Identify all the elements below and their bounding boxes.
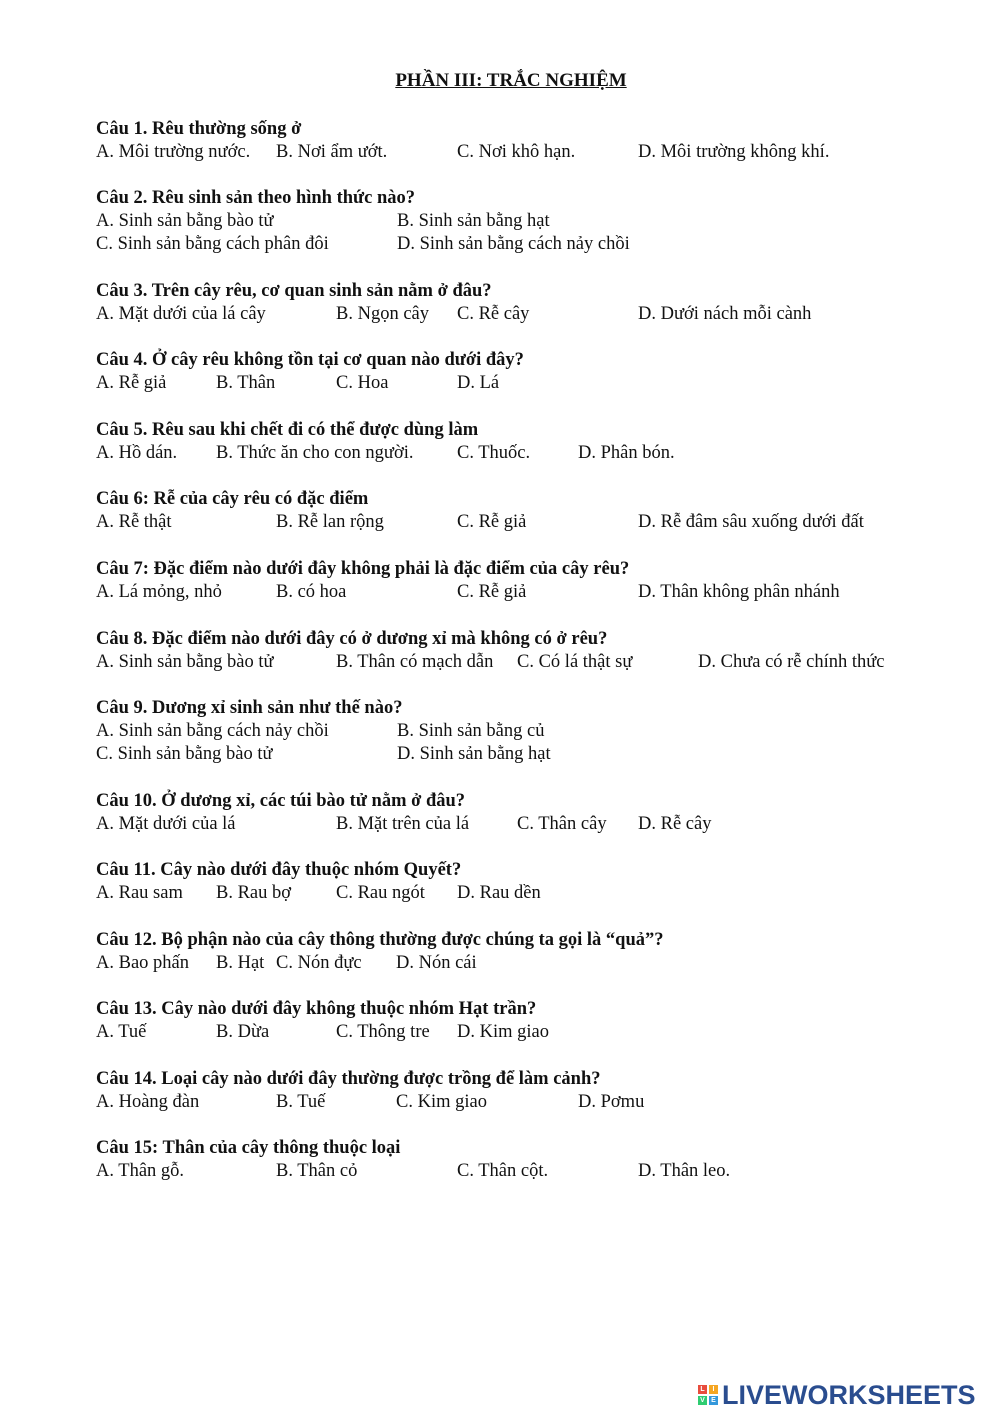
answer-option[interactable]: C. Có lá thật sự [517, 652, 633, 672]
answer-option[interactable]: A. Môi trường nước. [96, 142, 251, 162]
answer-option[interactable]: A. Sinh sản bằng bào tử [96, 211, 274, 231]
answer-option[interactable]: C. Hoa [336, 373, 389, 393]
answer-row [96, 1160, 976, 1183]
answer-option[interactable]: C. Rễ cây [457, 304, 530, 324]
answer-option[interactable]: B. Sinh sản bằng hạt [397, 211, 550, 231]
answer-option[interactable]: A. Rau sam [96, 883, 183, 903]
answer-option[interactable]: C. Nón đực [276, 953, 362, 973]
answer-option[interactable]: C. Thân cột. [457, 1161, 549, 1181]
question-13 [96, 998, 976, 1044]
question-8 [96, 628, 976, 674]
answer-option[interactable]: A. Lá mỏng, nhỏ [96, 582, 222, 602]
answer-option[interactable]: D. Dưới nách mỗi cành [638, 304, 812, 324]
question-text: Câu 13. Cây nào dưới đây không thuộc nhóm Hạt trần? [96, 999, 537, 1019]
question-10 [96, 790, 976, 836]
logo-cube: E [709, 1396, 718, 1405]
answer-row [96, 141, 976, 164]
answer-option[interactable]: B. Thân có mạch dẫn [336, 652, 494, 672]
answer-option[interactable]: D. Sinh sản bằng cách nảy chồi [397, 234, 630, 254]
logo-cubes-icon [698, 1385, 718, 1405]
answer-option[interactable]: A. Hoàng đàn [96, 1092, 200, 1112]
answer-row [96, 651, 976, 674]
answer-option[interactable]: B. Sinh sản bằng củ [397, 721, 545, 741]
question-2 [96, 187, 976, 256]
answer-option[interactable]: D. Thân không phân nhánh [638, 582, 840, 602]
answer-option[interactable]: C. Sinh sản bằng cách phân đôi [96, 234, 329, 254]
question-text: Câu 7: Đặc điểm nào dưới đây không phải là đặc điểm của cây rêu? [96, 559, 630, 579]
answer-option[interactable]: B. Tuế [276, 1092, 326, 1112]
answer-option[interactable]: C. Sinh sản bằng bào tử [96, 744, 273, 764]
answer-option[interactable]: C. Rễ giả [457, 512, 527, 532]
answer-row [96, 882, 976, 905]
answer-row [96, 511, 976, 534]
question-text: Câu 2. Rêu sinh sản theo hình thức nào? [96, 188, 416, 208]
question-9 [96, 697, 976, 766]
question-6 [96, 488, 976, 534]
answer-option[interactable]: A. Tuế [96, 1022, 147, 1042]
question-7 [96, 558, 976, 604]
answer-option[interactable]: C. Thuốc. [457, 443, 531, 463]
answer-option[interactable]: B. Rễ lan rộng [276, 512, 384, 532]
question-14 [96, 1068, 976, 1114]
answer-option[interactable]: B. có hoa [276, 582, 347, 602]
answer-option[interactable]: C. Nơi khô hạn. [457, 142, 576, 162]
answer-row [96, 233, 976, 256]
answer-row [96, 1021, 976, 1044]
answer-option[interactable]: A. Rễ giả [96, 373, 167, 393]
answer-option[interactable]: B. Mặt trên của lá [336, 814, 470, 834]
answer-option[interactable]: D. Phân bón. [578, 443, 675, 463]
answer-option[interactable]: A. Sinh sản bằng bào tử [96, 652, 274, 672]
question-text: Câu 11. Cây nào dưới đây thuộc nhóm Quyết? [96, 860, 462, 880]
answer-option[interactable]: D. Thân leo. [638, 1161, 731, 1181]
answer-option[interactable]: D. Sinh sản bằng hạt [397, 744, 551, 764]
answer-row [96, 952, 976, 975]
answer-option[interactable]: D. Lá [457, 373, 500, 393]
question-text: Câu 4. Ở cây rêu không tồn tại cơ quan nào dưới đây? [96, 350, 524, 370]
logo-cube: I [709, 1385, 718, 1394]
answer-option[interactable]: B. Thân [216, 373, 276, 393]
answer-option[interactable]: C. Thông tre [336, 1022, 430, 1042]
answer-option[interactable]: D. Kim giao [457, 1022, 549, 1042]
answer-row [96, 442, 976, 465]
question-11 [96, 859, 976, 905]
answer-row [96, 372, 976, 395]
answer-option[interactable]: A. Mặt dưới của lá cây [96, 304, 266, 324]
answer-option[interactable]: B. Nơi ẩm ướt. [276, 142, 388, 162]
answer-option[interactable]: B. Dừa [216, 1022, 270, 1042]
question-text: Câu 10. Ở dương xỉ, các túi bào tử nằm ở đâu? [96, 791, 466, 811]
answer-row [96, 743, 976, 766]
question-1 [96, 118, 976, 164]
answer-option[interactable]: D. Chưa có rễ chính thức [698, 652, 885, 672]
answer-option[interactable]: C. Kim giao [396, 1092, 487, 1112]
answer-row [96, 303, 976, 326]
answer-option[interactable]: D. Nón cái [396, 953, 477, 973]
answer-row [96, 1091, 976, 1114]
question-text: Câu 15: Thân của cây thông thuộc loại [96, 1138, 401, 1158]
question-15 [96, 1137, 976, 1183]
answer-option[interactable]: A. Sinh sản bằng cách nảy chồi [96, 721, 329, 741]
answer-option[interactable]: D. Rau dền [457, 883, 541, 903]
logo-cube: V [698, 1396, 707, 1405]
answer-option[interactable]: A. Hồ dán. [96, 443, 178, 463]
question-3 [96, 280, 976, 326]
question-text: Câu 12. Bộ phận nào của cây thông thường được chúng ta gọi là “quả”? [96, 930, 664, 950]
answer-row [96, 720, 976, 743]
question-text: Câu 8. Đặc điểm nào dưới đây có ở dương xỉ mà không có ở rêu? [96, 629, 608, 649]
answer-option[interactable]: A. Mặt dưới của lá [96, 814, 236, 834]
liveworksheets-watermark [698, 1377, 976, 1413]
question-text: Câu 6: Rễ của cây rêu có đặc điểm [96, 489, 369, 509]
question-text: Câu 14. Loại cây nào dưới đây thường được trồng để làm cảnh? [96, 1069, 601, 1089]
answer-option[interactable]: A. Rễ thật [96, 512, 172, 532]
answer-row [96, 210, 976, 233]
answer-row [96, 813, 976, 836]
answer-option[interactable]: B. Thức ăn cho con người. [216, 443, 414, 463]
question-12 [96, 929, 976, 975]
page-title: PHẦN III: TRẮC NGHIỆM [395, 70, 627, 91]
question-5 [96, 419, 976, 465]
answer-option[interactable]: D. Rễ cây [638, 814, 712, 834]
answer-option[interactable]: C. Thân cây [517, 814, 607, 834]
logo-cube: L [698, 1385, 707, 1394]
question-text: Câu 5. Rêu sau khi chết đi có thể được dùng làm [96, 420, 479, 440]
answer-option[interactable]: C. Rễ giả [457, 582, 527, 602]
answer-option[interactable]: D. Rễ đâm sâu xuống dưới đất [638, 512, 864, 532]
question-text: Câu 3. Trên cây rêu, cơ quan sinh sản nằm ở đâu? [96, 281, 492, 301]
logo-text: LIVEWORKSHEETS [722, 1379, 976, 1410]
question-4 [96, 349, 976, 395]
answer-option[interactable]: B. Hạt [216, 953, 265, 973]
answer-option[interactable]: A. Bao phấn [96, 953, 189, 973]
question-text: Câu 9. Dương xỉ sinh sản như thế nào? [96, 698, 403, 718]
answer-option[interactable]: A. Thân gỗ. [96, 1161, 185, 1181]
answer-option[interactable]: B. Rau bợ [216, 883, 292, 903]
answer-option[interactable]: D. Môi trường không khí. [638, 142, 830, 162]
answer-option[interactable]: B. Ngọn cây [336, 304, 429, 324]
answer-option[interactable]: D. Pơmu [578, 1092, 645, 1112]
answer-row [96, 581, 976, 604]
answer-option[interactable]: B. Thân cỏ [276, 1161, 358, 1181]
answer-option[interactable]: C. Rau ngót [336, 883, 425, 903]
question-text: Câu 1. Rêu thường sống ở [96, 119, 302, 139]
